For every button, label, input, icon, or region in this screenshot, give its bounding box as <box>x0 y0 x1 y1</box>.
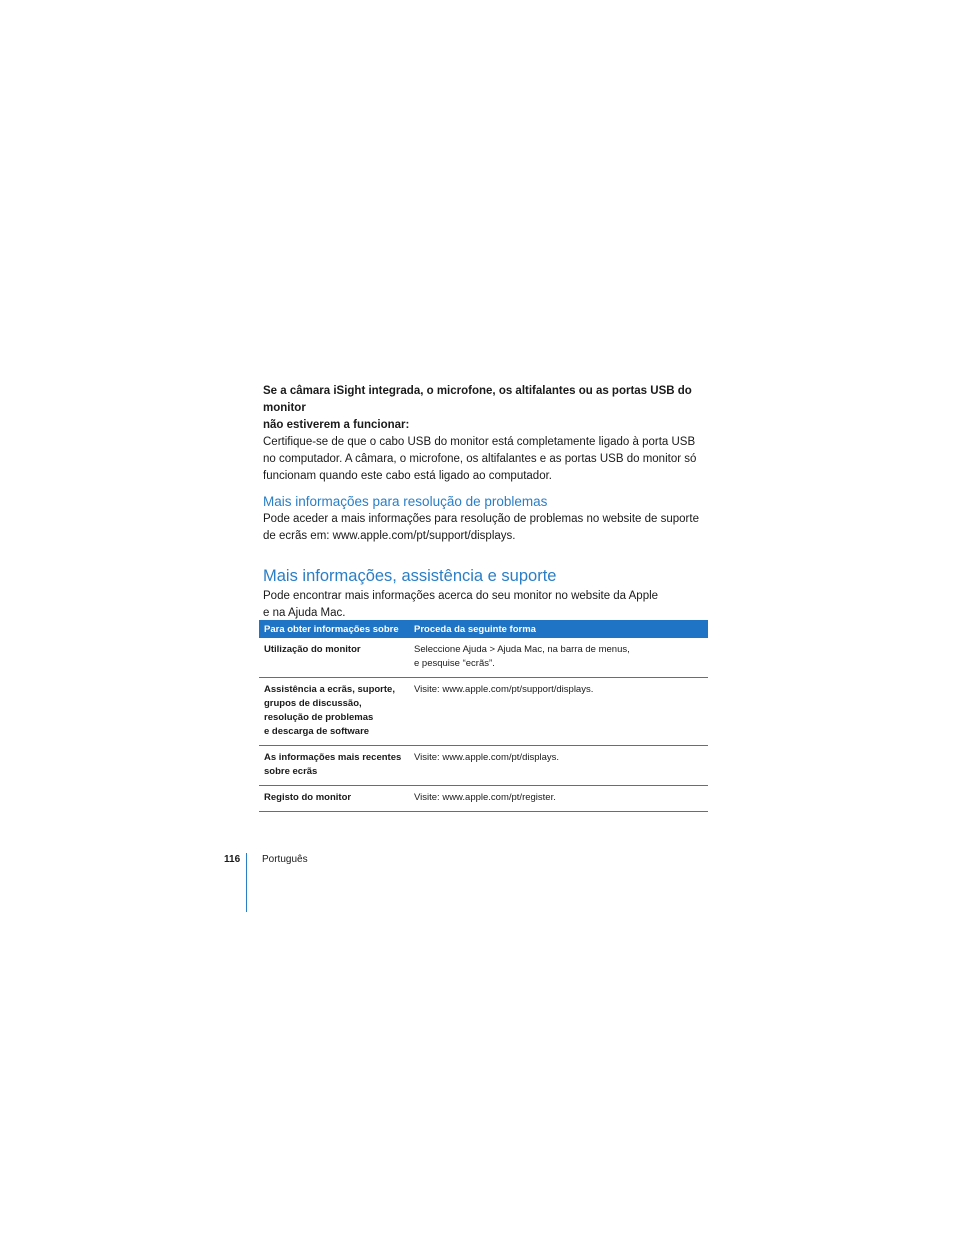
table-cell-topic: Utilização do monitor <box>259 638 409 678</box>
page-content <box>263 383 709 622</box>
troubleshooting-body-line1: Certifique-se de que o cabo USB do monitor está completamente ligado à porta USB <box>263 436 696 448</box>
table-cell-action: Visite: www.apple.com/pt/register. <box>409 786 708 812</box>
support-section-body <box>263 588 709 622</box>
table-header-row <box>259 620 708 638</box>
table-cell-action: Visite: www.apple.com/pt/displays. <box>409 746 708 786</box>
table-cell-action: Visite: www.apple.com/pt/support/displays. <box>409 678 708 746</box>
troubleshooting-heading-line2: não estiverem a funcionar: <box>263 419 410 431</box>
support-section-body-line2: e na Ajuda Mac. <box>263 607 346 619</box>
troubleshooting-body-line3: funcionam quando este cabo está ligado ao computador. <box>263 470 552 482</box>
table-header-action: Proceda da seguinte forma <box>409 620 708 638</box>
more-troubleshooting-body-line2: de ecrãs em: www.apple.com/pt/support/displays. <box>263 530 516 542</box>
more-troubleshooting-body-line1: Pode aceder a mais informações para resolução de problemas no website de suporte <box>263 513 699 525</box>
page-number: 116 <box>224 854 241 865</box>
table-header-topic: Para obter informações sobre <box>259 620 409 638</box>
table-cell-topic: As informações mais recentes sobre ecrãs <box>259 746 409 786</box>
table-row <box>259 746 708 786</box>
troubleshooting-body <box>263 434 709 485</box>
troubleshooting-heading <box>263 383 709 434</box>
table-row <box>259 786 708 812</box>
support-info-table <box>259 620 708 812</box>
table-row <box>259 678 708 746</box>
table-cell-topic: Assistência a ecrãs, suporte, grupos de discussão, resolução de problemas e descarga de software <box>259 678 409 746</box>
footer-divider <box>246 853 247 912</box>
table-cell-topic: Registo do monitor <box>259 786 409 812</box>
table-cell-action: Seleccione Ajuda > Ajuda Mac, na barra de menus, e pesquise “ecrãs”. <box>409 638 708 678</box>
more-troubleshooting-body <box>263 511 709 545</box>
table-row <box>259 638 708 678</box>
more-troubleshooting-title: Mais informações para resolução de problemas <box>263 494 548 509</box>
troubleshooting-body-line2: no computador. A câmara, o microfone, os altifalantes e as portas USB do monitor só <box>263 453 697 465</box>
footer-language: Português <box>262 854 308 865</box>
troubleshooting-heading-line1: Se a câmara iSight integrada, o microfone, os altifalantes ou as portas USB do monitor <box>263 385 692 414</box>
support-section-title: Mais informações, assistência e suporte <box>263 567 557 585</box>
support-section-body-line1: Pode encontrar mais informações acerca do seu monitor no website da Apple <box>263 590 659 602</box>
